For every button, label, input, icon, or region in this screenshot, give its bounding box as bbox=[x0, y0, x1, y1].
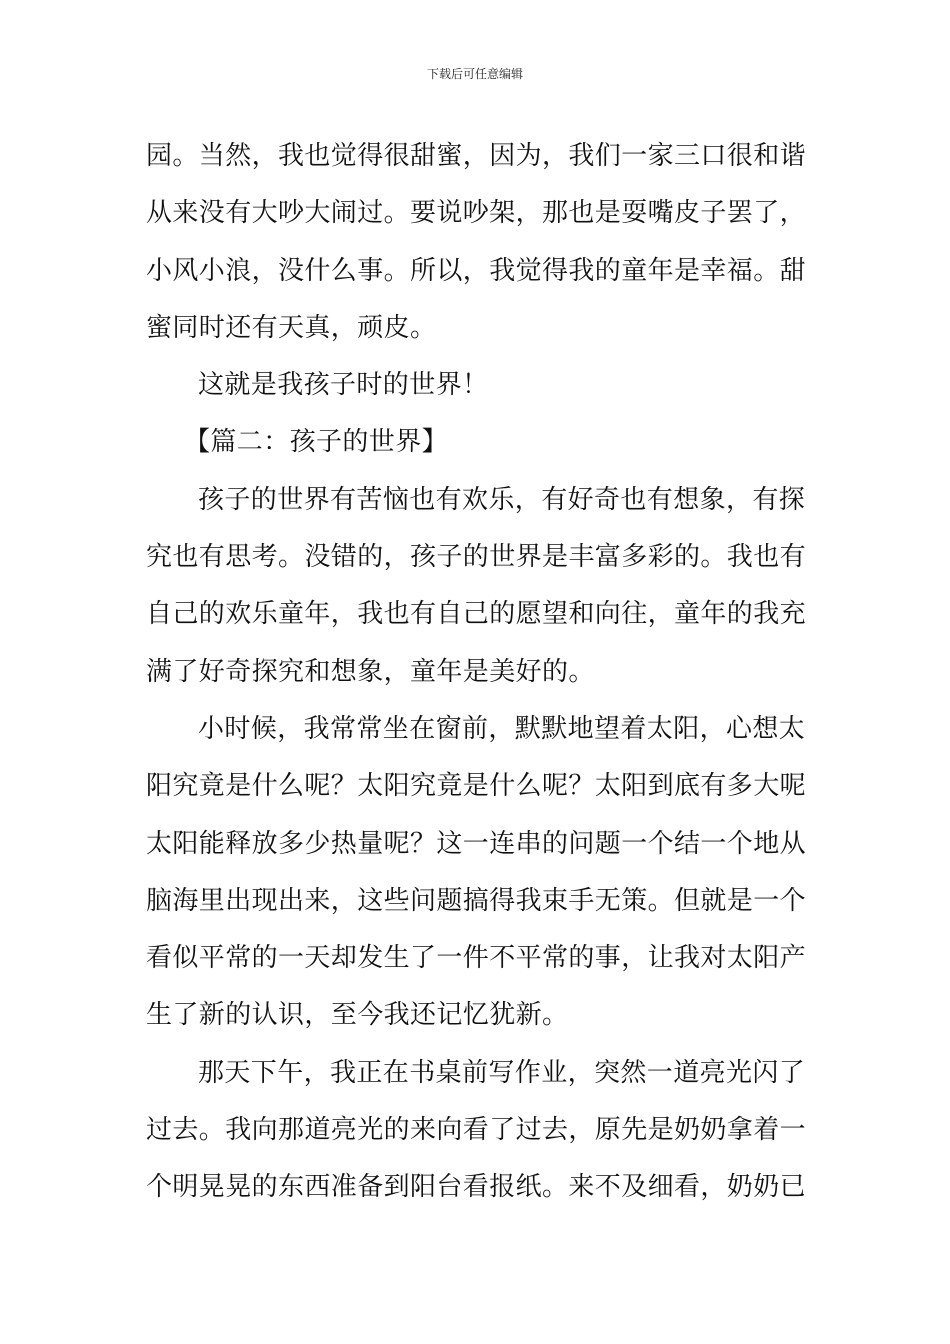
text-line: 自己的欢乐童年，我也有自己的愿望和向往，童年的我充 bbox=[146, 599, 807, 630]
text-line: 阳究竟是什么呢？太阳究竟是什么呢？太阳到底有多大呢 bbox=[146, 771, 807, 802]
text-line: 看似平常的一天却发生了一件不平常的事，让我对太阳产 bbox=[146, 943, 807, 974]
text-line: 太阳能释放多少热量呢？这一连串的问题一个结一个地从 bbox=[146, 828, 807, 859]
text-line: 过去。我向那道亮光的来向看了过去，原先是奶奶拿着一 bbox=[146, 1115, 807, 1146]
text-line: 孩子的世界有苦恼也有欢乐，有好奇也有想象，有探 bbox=[198, 484, 806, 515]
text-line: 从来没有大吵大闹过。要说吵架，那也是耍嘴皮子罢了， bbox=[146, 198, 807, 229]
text-line: 那天下午，我正在书桌前写作业，突然一道亮光闪了 bbox=[198, 1057, 806, 1088]
text-line: 园。当然，我也觉得很甜蜜，因为，我们一家三口很和谐 bbox=[146, 141, 807, 171]
text-line: 这就是我孩子时的世界！ bbox=[198, 370, 489, 401]
text-line: 蜜同时还有天真，顽皮。 bbox=[146, 312, 437, 343]
text-line: 究也有思考。没错的，孩子的世界是丰富多彩的。我也有 bbox=[146, 542, 807, 573]
text-line: 个明晃晃的东西准备到阳台看报纸。来不及细看，奶奶已 bbox=[146, 1172, 807, 1203]
text-line: 小时候，我常常坐在窗前，默默地望着太阳，心想太 bbox=[198, 713, 806, 744]
text-line: 满了好奇探究和想象，童年是美好的。 bbox=[146, 656, 595, 687]
text-line: 脑海里出现出来，这些问题搞得我束手无策。但就是一个 bbox=[146, 885, 807, 916]
page-header: 下载后可任意编辑 bbox=[426, 67, 523, 81]
section-heading: 【篇二：孩子的世界】 bbox=[184, 427, 449, 458]
text-line: 小风小浪，没什么事。所以，我觉得我的童年是幸福。甜 bbox=[146, 255, 807, 286]
text-line: 生了新的认识，至今我还记忆犹新。 bbox=[146, 1000, 569, 1031]
document-body bbox=[146, 128, 816, 1217]
